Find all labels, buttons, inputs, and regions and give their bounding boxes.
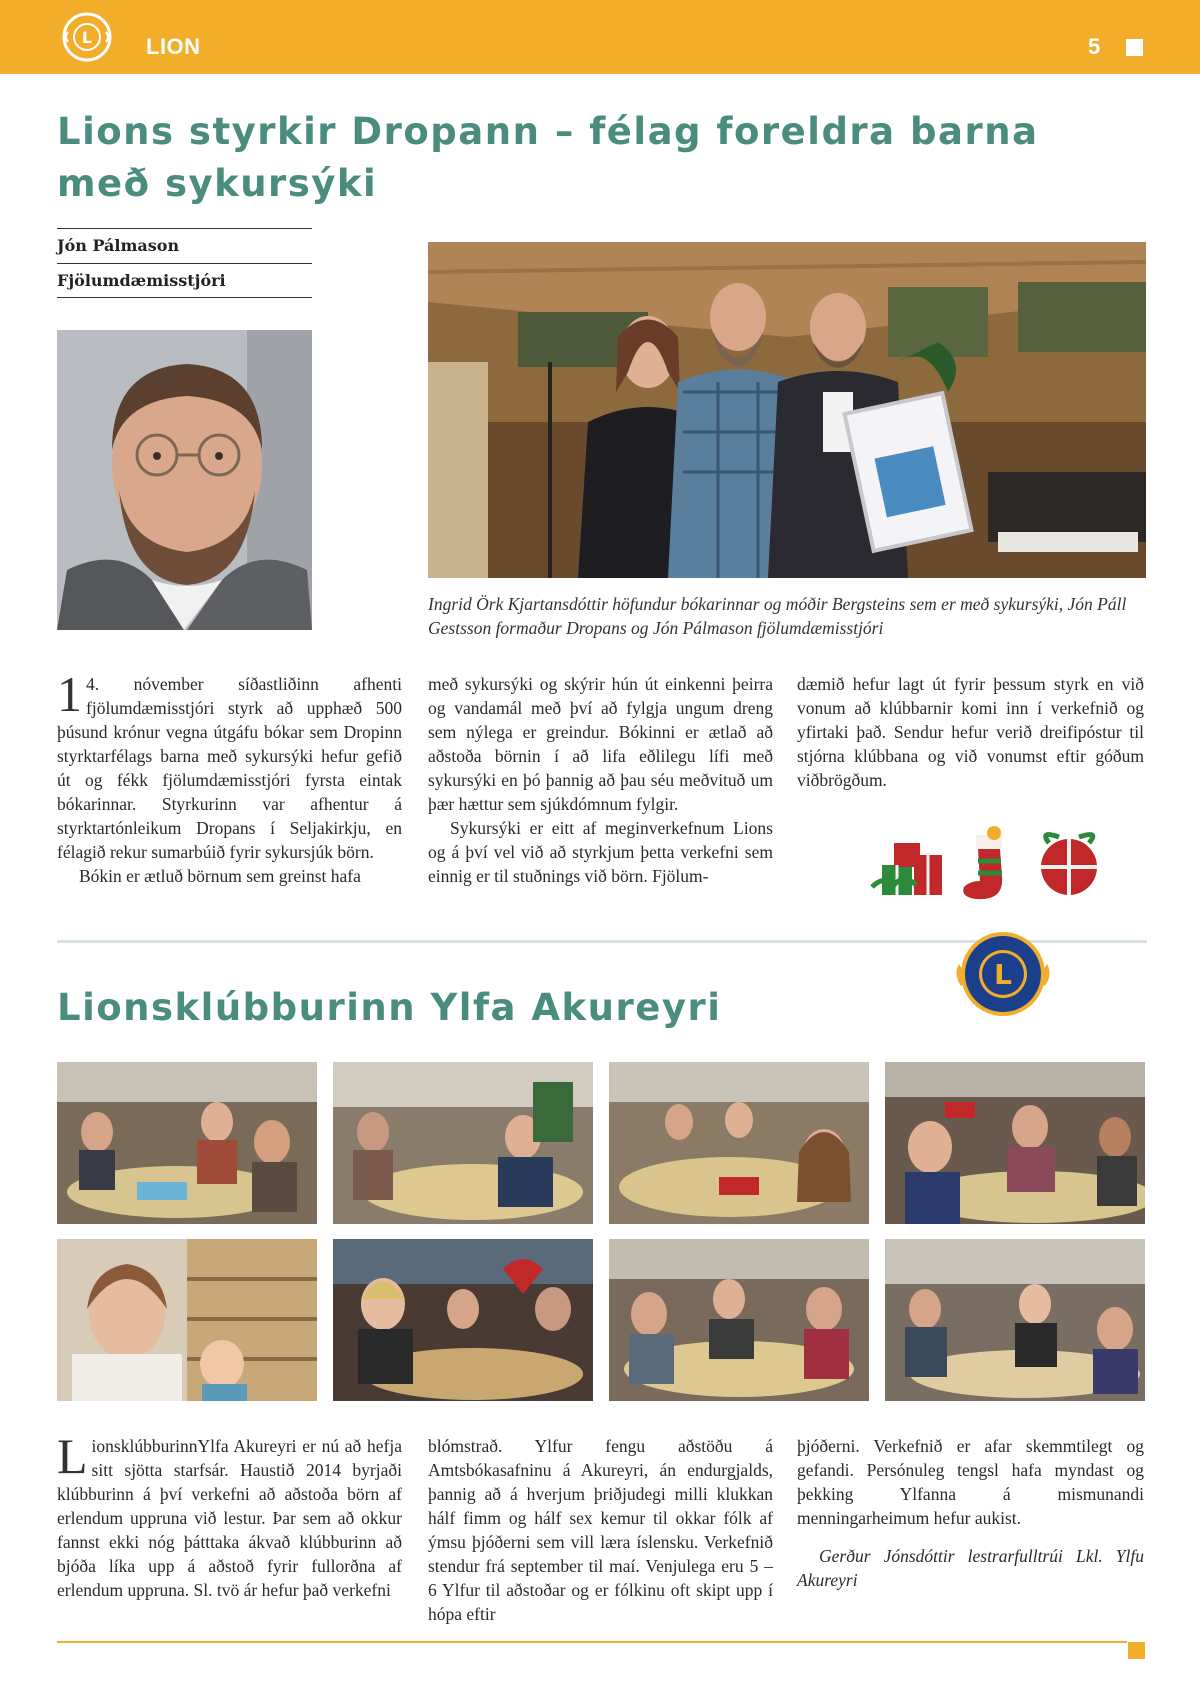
magazine-name: LION <box>146 34 201 59</box>
club-activity-photo <box>57 1062 317 1224</box>
club-activity-photo <box>609 1062 869 1224</box>
club-activity-photo <box>885 1062 1145 1224</box>
club-activity-photo <box>609 1239 869 1401</box>
author-block <box>57 228 312 298</box>
article1-paragraph: Sykursýki er eitt af meginverkefnum Lions og á því vel við að styrkjum þetta verkefni sem einnig er til stuðnings við börn. Fjölum- <box>428 818 773 886</box>
lions-international-emblem-icon <box>953 924 1053 1024</box>
page-header <box>0 0 1200 74</box>
svg-text:L: L <box>81 28 93 47</box>
author-name: Jón Pálmason <box>57 228 312 263</box>
svg-text:L: L <box>994 958 1012 991</box>
article2-column-3 <box>797 1434 1144 1592</box>
footer-line <box>57 1641 1127 1643</box>
club-activity-photo <box>57 1239 317 1401</box>
article2-paragraph: ionsklúbburinnYlfa Akureyri er nú að hefja sitt sjötta starfsár. Haustið 2014 byrjaði klúbburinn á því verkefni að aðstoða börn af erlendum uppruna við lestur. Þar sem að okkur fannst ekki nóg þátttaka ákvað klúbburinn að bjóða líka upp á aðstoð fyrir fullorðna af erlendum uppruna. Sl. tvö ár hefur það verkefni <box>57 1436 402 1600</box>
article2-signature: Gerður Jónsdóttir lestrarfulltrúi Lkl. Ylfu Akureyri <box>797 1546 1144 1590</box>
article-title: Lions styrkir Dropann – félag foreldra barna með sykursýki <box>57 110 1039 205</box>
dropcap: L <box>57 1428 88 1484</box>
article2-paragraph: þjóðerni. Verkefnið er afar skemmtilegt og gefandi. Persónuleg tengsl hafa myndast og þekking Ylfanna á mismunandi menningarheimum hefur aukist. <box>797 1436 1144 1528</box>
article1-paragraph: dæmið hefur lagt út fyrir þessum styrk en við vonum að klúbbarnir komi inn í verkefnið og yfirtaki það. Sendur hefur verið dreifipóstur til stjórna klúbbana og við vonumst eftir góðum viðbrögðum. <box>797 674 1144 790</box>
author-role: Fjölumdæmisstjóri <box>57 263 312 298</box>
author-portrait-photo <box>57 330 312 630</box>
article2-column-1 <box>57 1428 402 1602</box>
article2-column-2 <box>428 1434 773 1626</box>
article-title: Lionsklúbburinn Ylfa Akureyri <box>57 986 722 1029</box>
article1-column-1 <box>57 666 402 888</box>
dropcap: 1 <box>57 666 82 722</box>
footer-square <box>1128 1642 1145 1659</box>
article2-paragraph: blómstrað. Ylfur fengu aðstöðu á Amtsbókasafninu á Akureyri, án endurgjalds, þannig að á hverjum þriðjudegi milli klukkan hálf fimm og hálf sex kemur til okkar fólk af ýmsu þjóðerni sem vill læra íslensku. Verkefnið stendur frá september til maí. Venjulega eru 5 – 6 Ylfur til aðstoðar og er fólkinu oft skipt upp í hópa eftir <box>428 1436 773 1624</box>
donation-group-photo <box>428 242 1146 578</box>
article1-column-3 <box>797 672 1144 792</box>
article1-paragraph: 4. nóvember síðastliðinn afhenti fjölumdæmisstjóri styrk að upphæð 500 þúsund krónur vegna útgáfu bókar sem Dropinn styrktarfélags barna með sykursýki hefur gefið út og fékk fjölumdæmisstjóri fyrsta eintak bókarinnar. Styrkurinn var afhentur á styrktartónleikum Dropans í Seljakirkju, en félagið rekur sumarbúið fyrir sykursjúk börn. <box>57 674 402 862</box>
christmas-decoration-icon <box>864 825 1114 905</box>
article1-paragraph: Bókin er ætluð börnum sem greinst hafa <box>79 866 361 886</box>
club-activity-photo <box>333 1062 593 1224</box>
article1-column-2 <box>428 672 773 888</box>
club-activity-photo <box>885 1239 1145 1401</box>
header-square <box>1126 39 1143 56</box>
photo-caption: Ingrid Örk Kjartansdóttir höfundur bókarinnar og móðir Bergsteins sem er með sykursýki, Jón Páll Gestsson formaður Dropans og Jón Pálmason fjölumdæmisstjóri <box>428 594 1127 638</box>
lions-logo-icon <box>62 12 112 62</box>
club-activity-photo <box>333 1239 593 1401</box>
page-number: 5 <box>1088 34 1101 59</box>
article1-paragraph: með sykursýki og skýrir hún út einkenni þeirra og vandamál með því að fylgja ungum dreng sem nýlega er greindur. Bókinni er ætlað að aðstoða börnin í að lifa eðlilegu lífi með sykursýki en þó þannig að þau séu meðvituð um þær hættur sem sjúkdómnum fylgir. <box>428 674 773 814</box>
